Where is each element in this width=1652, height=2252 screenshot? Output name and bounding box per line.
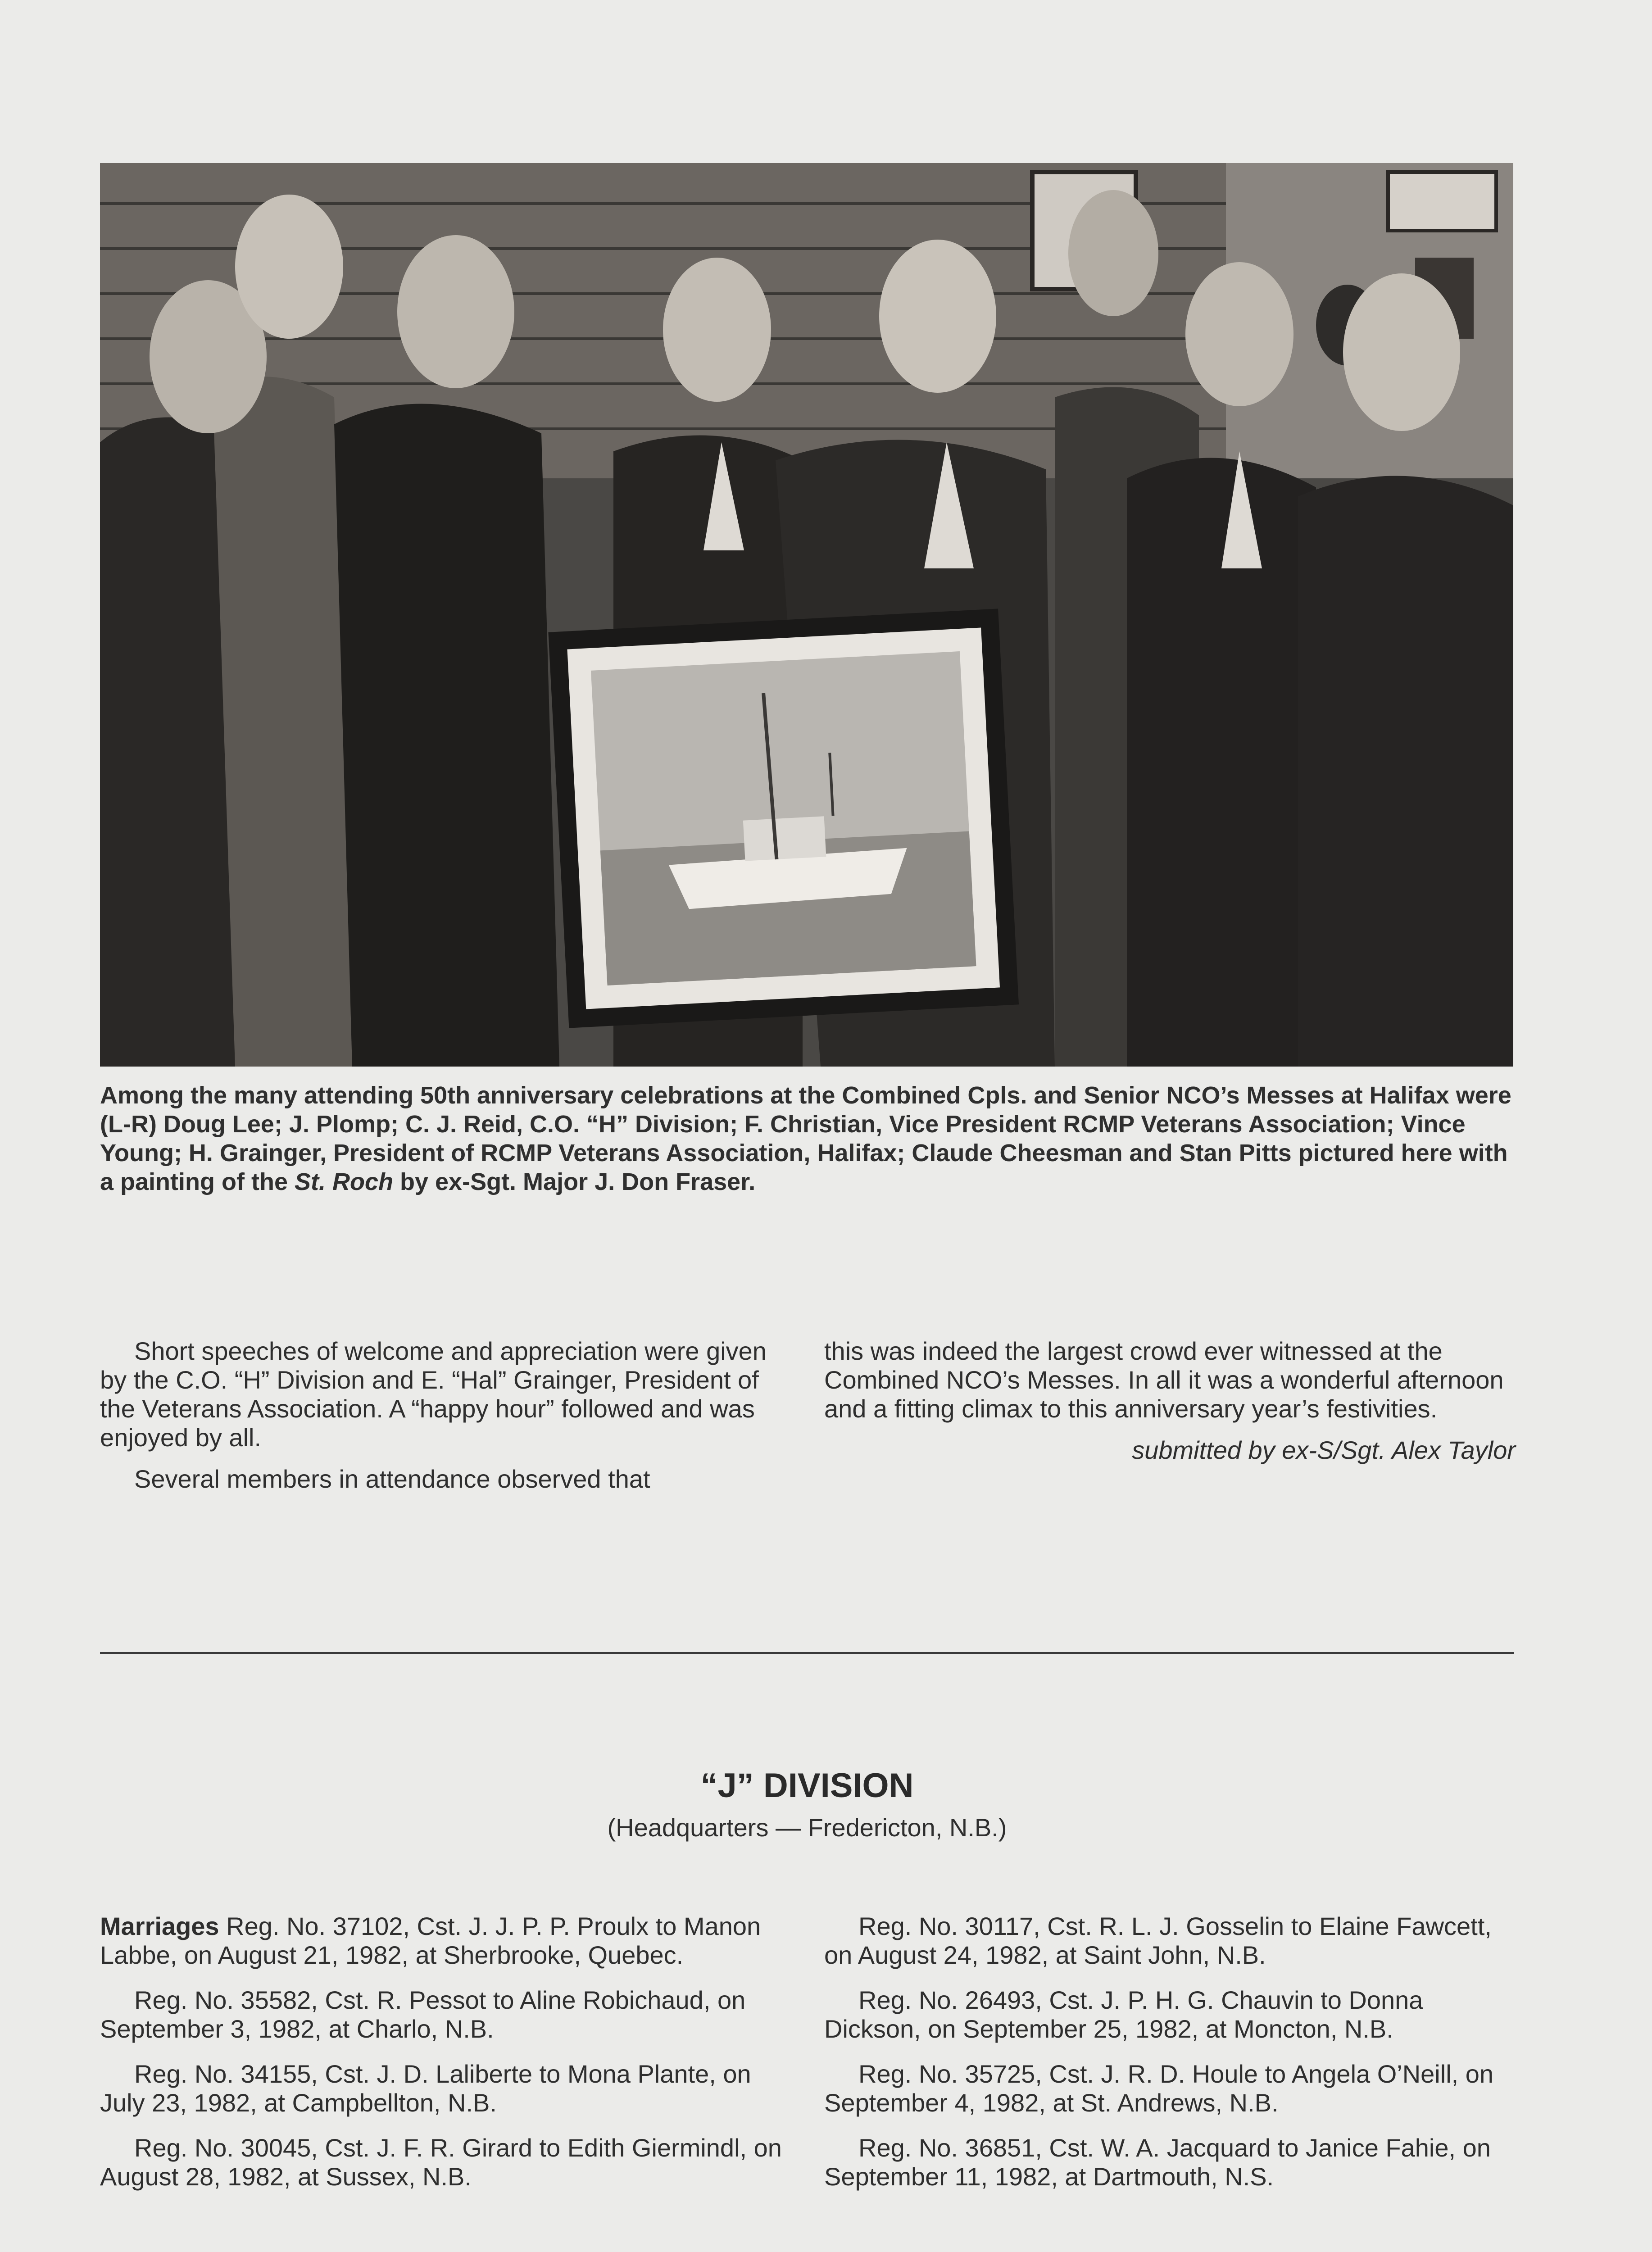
marriages-heading: Marriages xyxy=(100,1912,219,1940)
marriage-entry-text: Reg. No. 37102, Cst. J. J. P. P. Proulx to Manon Labbe, on August 21, 1982, at Sherbrooke, Quebec. xyxy=(100,1912,761,1969)
article-right-column xyxy=(824,1337,1516,1465)
marriages-right-column xyxy=(824,1912,1516,2191)
caption-text-end: by ex-Sgt. Major J. Don Fraser. xyxy=(393,1168,756,1195)
group-photo-with-ship-painting-icon xyxy=(100,163,1513,1067)
marriage-entry: Reg. No. 35582, Cst. R. Pessot to Aline Robichaud, on September 3, 1982, at Charlo, N.B. xyxy=(100,1986,746,2043)
marriages-left-column xyxy=(100,1912,789,2191)
marriage-entry: Reg. No. 30117, Cst. R. L. J. Gosselin to Elaine Fawcett, on August 24, 1982, at Saint John, N.B. xyxy=(824,1912,1492,1969)
article-paragraph: Short speeches of welcome and appreciation were given by the C.O. “H” Division and E. “Hal” Grainger, President of the Veterans Association. A “happy hour” followed and was enjoyed by all. xyxy=(100,1337,767,1452)
section-divider xyxy=(100,1652,1514,1654)
article-paragraph: Several members in attendance observed that xyxy=(134,1465,650,1493)
marriage-entry: Reg. No. 36851, Cst. W. A. Jacquard to Janice Fahie, on September 11, 1982, at Dartmouth, N.S. xyxy=(824,2134,1491,2191)
group-photo xyxy=(100,163,1513,1067)
division-subtitle: (Headquarters — Fredericton, N.B.) xyxy=(607,1813,1007,1842)
photo-caption xyxy=(100,1081,1514,1196)
marriage-entry: Reg. No. 35725, Cst. J. R. D. Houle to Angela O’Neill, on September 4, 1982, at St. Andrews, N.B. xyxy=(824,2060,1494,2117)
article-left-column xyxy=(100,1337,789,1494)
marriage-entry: Reg. No. 26493, Cst. J. P. H. G. Chauvin to Donna Dickson, on September 25, 1982, at Moncton, N.B. xyxy=(824,1986,1423,2043)
marriage-entry xyxy=(100,1912,789,1970)
marriage-entry: Reg. No. 30045, Cst. J. F. R. Girard to Edith Giermindl, on August 28, 1982, at Sussex, N.B. xyxy=(100,2134,782,2191)
division-title: “J” DIVISION xyxy=(700,1766,914,1805)
article-paragraph: this was indeed the largest crowd ever witnessed at the Combined NCO’s Messes. In all it was a wonderful afternoon and a fitting climax to this anniversary year’s festivities. xyxy=(824,1337,1504,1423)
marriage-entry: Reg. No. 34155, Cst. J. D. Laliberte to Mona Plante, on July 23, 1982, at Campbellton, N.B. xyxy=(100,2060,751,2117)
article-signature: submitted by ex-S/Sgt. Alex Taylor xyxy=(1132,1436,1516,1464)
caption-italic-ship-name: St. Roch xyxy=(294,1168,393,1195)
caption-text: Among the many attending 50th anniversary celebrations at the Combined Cpls. and Senior NCO’s Messes at Halifax were (L-R) Doug Lee; J. Plomp; C. J. Reid, C.O. “H” Division; F. Christian, Vice President RCMP Veterans Association; Vince Young; H. Grainger, President of RCMP Veterans Association, Halifax; Claude Cheesman and Stan Pitts pictured here with a painting of the xyxy=(100,1082,1511,1195)
